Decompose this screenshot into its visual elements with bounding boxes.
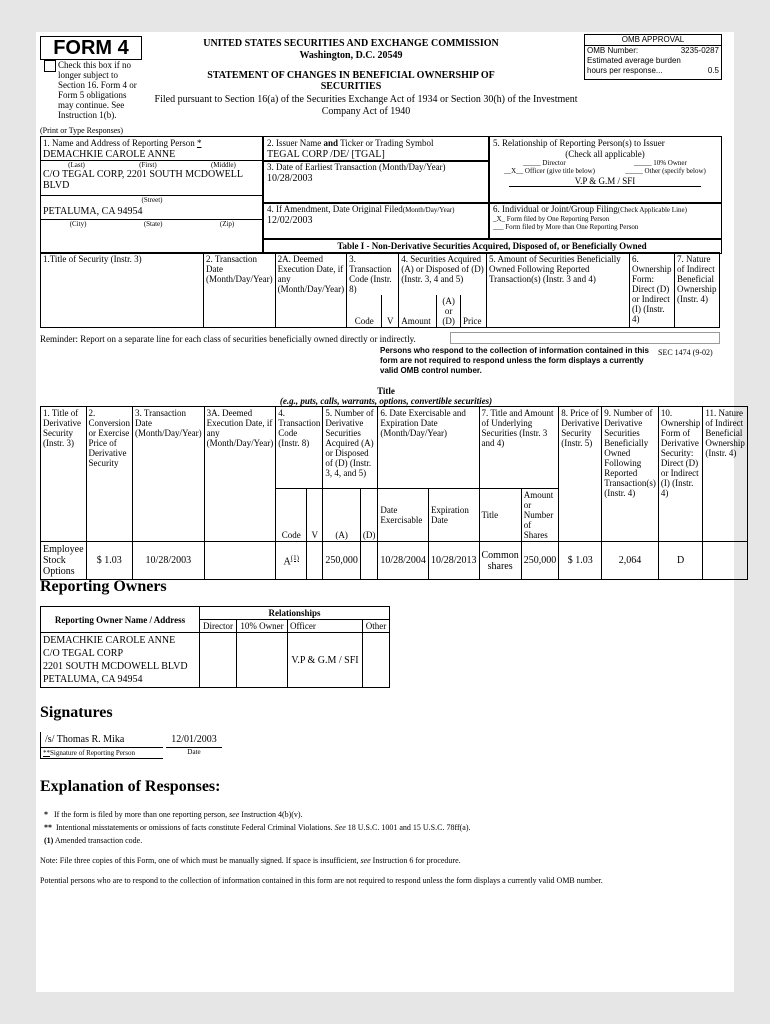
ro-owner-line-2: C/O TEGAL CORP xyxy=(43,648,124,659)
box2-issuer xyxy=(262,136,490,162)
signatures-heading: Signatures xyxy=(40,704,113,721)
ro-owner-line-3: 2201 SOUTH MCDOWELL BLVD xyxy=(43,661,188,672)
agency-city: Washington, D.C. 20549 xyxy=(299,50,403,61)
t1-h4: 4. Securities Acquired (A) or Disposed of (D) (Instr. 3, 4 and 5) xyxy=(399,253,487,296)
relationship-director[interactable]: _____ Director xyxy=(523,159,566,167)
table1-non-derivative xyxy=(40,252,720,328)
t2-d: (D) xyxy=(360,489,378,542)
relationship-ten-pct[interactable]: _____ 10% Owner xyxy=(633,159,687,167)
box1-reporting-person xyxy=(40,136,264,254)
filing-more-persons[interactable]: ___ Form filed by More than One Reporting Person xyxy=(493,223,639,231)
t2-h5: 5. Number of Derivative Securities Acquired (A) or Disposed of (D) (Instr. 3, 4, and 5) xyxy=(323,407,378,489)
t2-row-exp: 10/28/2013 xyxy=(428,542,479,580)
t2-row-form: D xyxy=(658,542,703,580)
issuer-name[interactable]: TEGAL CORP /DE/ [TGAL] xyxy=(267,149,385,160)
t1-h7: 7. Nature of Indirect Beneficial Ownership (Instr. 4) xyxy=(675,253,720,328)
explanation-line1-pre: If the form is filed by more than one reporting person, xyxy=(54,810,230,819)
reporting-person-address[interactable]: C/O TEGAL CORP, 2201 SOUTH MCDOWELL BLVD xyxy=(43,169,243,191)
t2-h8: 8. Price of Derivative Security (Instr. 5) xyxy=(559,407,602,542)
box1-label: 1. Name and Address of Reporting Person xyxy=(43,138,195,148)
print-type: (Print or Type Responses) xyxy=(40,126,124,135)
box3-label: 3. Date of Earliest Transaction (Month/Day/Year) xyxy=(267,162,446,172)
reporting-person-name[interactable]: DEMACHKIE CAROLE ANNE xyxy=(41,149,263,161)
reporting-owners-heading: Reporting Owners xyxy=(40,578,167,595)
amendment-date[interactable]: 12/02/2003 xyxy=(267,215,313,226)
t1-h2a: 2A. Deemed Execution Date, if any (Month/Day/Year) xyxy=(275,253,347,328)
persons-notice: Persons who respond to the collection of information contained in this form are not required to respond unless the form displays a currently valid OMB control number. xyxy=(380,346,649,375)
explanation-line2 xyxy=(44,823,471,832)
t2-title: Title xyxy=(479,489,521,542)
t1-v: V xyxy=(382,295,399,328)
signature-value[interactable]: /s/ Thomas R. Mika xyxy=(41,732,163,748)
table2-subtitle: (e.g., puts, calls, warrants, options, convertible securities) xyxy=(279,396,493,406)
omb-hours-value: 0.5 xyxy=(707,66,719,75)
t2-row-nature xyxy=(703,542,747,580)
box2-label-and: and xyxy=(323,138,338,148)
t2-row-deemed xyxy=(204,542,276,580)
footnote-1 xyxy=(44,836,142,845)
ro-owner-address xyxy=(41,633,200,688)
box4-label: 4. If Amendment, Date Original Filed xyxy=(267,204,403,214)
t2-h3a: 3A. Deemed Execution Date, if any (Month/Day/Year) xyxy=(204,407,276,542)
form-title-box xyxy=(40,36,142,60)
file-copies-note-see: see xyxy=(360,856,371,865)
t1-h1: 1.Title of Security (Instr. 3) xyxy=(41,253,204,328)
t1-h5: 5. Amount of Securities Beneficially Owned Following Reported Transaction(s) (Instr. 3 and 4) xyxy=(487,253,630,328)
reminder: Reminder: Report on a separate line for each class of securities beneficially owned directly or indirectly. xyxy=(40,334,416,344)
t2-amount-shares: Amount or Number of Shares xyxy=(521,489,559,542)
explanation-line1-post: Instruction 4(b)(v). xyxy=(239,810,303,819)
signature-label: Signature of Reporting Person xyxy=(50,749,135,757)
t2-row-owned: 2,064 xyxy=(602,542,659,580)
statement-title: STATEMENT OF CHANGES IN BENEFICIAL OWNERSHIP OF SECURITIES xyxy=(207,70,495,92)
omb-title: OMB APPROVAL xyxy=(585,35,721,46)
omb-number-label: OMB Number: xyxy=(587,46,639,55)
t2-row-code: A xyxy=(283,556,291,568)
signature-date-box xyxy=(166,732,222,758)
explanation-star1: * xyxy=(44,810,48,819)
t2-h10: 10. Ownership Form of Derivative Security: Direct (D) or Indirect (I) (Instr. 4) xyxy=(658,407,703,542)
box1-star: * xyxy=(196,138,202,148)
box3-earliest-date xyxy=(262,160,490,204)
t2-row-conv-price: $ 1.03 xyxy=(86,542,133,580)
t2-h2: 2. Conversion or Exercise Price of Derivative Security xyxy=(86,407,133,542)
table2-derivative xyxy=(40,406,748,580)
omb-number-value: 3235-0287 xyxy=(680,46,719,55)
filed-pursuant: Filed pursuant to Section 16(a) of the Securities Exchange Act of 1934 or Section 30(h) of the Investment Company Act of 1940 xyxy=(154,94,578,117)
t2-h4: 4. Transaction Code (Instr. 8) xyxy=(276,407,323,489)
box5-sub: (Check all applicable) xyxy=(565,149,645,159)
box1-middle: (Middle) xyxy=(210,161,236,169)
table1-title: Table I - Non-Derivative Securities Acquired, Disposed of, or Beneficially Owned xyxy=(262,238,722,254)
box1-street: (Street) xyxy=(41,195,263,204)
t2-row-date-ex: 10/28/2004 xyxy=(378,542,429,580)
t2-exp: Expiration Date xyxy=(428,489,479,542)
t2-row-d xyxy=(360,542,378,580)
box6-filing xyxy=(488,202,722,240)
t1-h2: 2. Transaction Date (Month/Day/Year) xyxy=(204,253,276,328)
t2-row-a: 250,000 xyxy=(323,542,361,580)
signature-date[interactable]: 12/01/2003 xyxy=(166,732,222,748)
t2-row-price: $ 1.03 xyxy=(559,542,602,580)
filing-one-person[interactable]: _X_ Form filed by One Reporting Person xyxy=(493,215,610,223)
ro-relationships: Relationships xyxy=(200,607,390,620)
box4-label-small: (Month/Day/Year) xyxy=(402,206,455,214)
box1-last: (Last) xyxy=(68,161,85,169)
ro-officer: Officer xyxy=(288,620,363,633)
reporting-person-city[interactable]: PETALUMA, CA 94954 xyxy=(41,204,263,220)
box2-label-post: Ticker or Trading Symbol xyxy=(338,138,434,148)
explanation-line2-pre: Intentional misstatements or omissions of facts constitute Federal Criminal Violations. xyxy=(56,823,335,832)
signature-box xyxy=(40,732,163,759)
ro-director: Director xyxy=(200,620,237,633)
ro-other: Other xyxy=(363,620,390,633)
t2-row-amount: 250,000 xyxy=(521,542,559,580)
ro-col-name: Reporting Owner Name / Address xyxy=(41,607,200,633)
t2-a: (A) xyxy=(323,489,361,542)
box1-first: (First) xyxy=(139,161,157,169)
file-copies-note xyxy=(40,856,461,865)
agency-name: UNITED STATES SECURITIES AND EXCHANGE COMMISSION xyxy=(203,38,499,49)
t2-row-code-note[interactable]: (1) xyxy=(290,553,299,562)
section16-checkbox-text: Check this box if no longer subject to Section 16. Form 4 or Form 5 obligations may continue. See Instruction 1(b). xyxy=(58,60,137,120)
t2-h11: 11. Nature of Indirect Beneficial Ownership (Instr. 4) xyxy=(703,407,747,542)
t1-code: Code xyxy=(347,295,382,328)
t2-h6: 6. Date Exercisable and Expiration Date (Month/Day/Year) xyxy=(378,407,479,489)
t2-row-v xyxy=(307,542,323,580)
officer-title[interactable]: V.P & G.M / SFI xyxy=(509,176,701,187)
file-copies-note-pre: Note: File three copies of this Form, one of which must be manually signed. If space is insufficient, xyxy=(40,856,361,865)
t2-h3: 3. Transaction Date (Month/Day/Year) xyxy=(133,407,205,542)
table2-title: Title xyxy=(377,386,395,396)
t2-h1: 1. Title of Derivative Security (Instr. 3) xyxy=(41,407,87,542)
ro-officer-value: V.P & G.M / SFI xyxy=(288,633,363,688)
omb-hours-label: hours per response... xyxy=(587,66,663,75)
form-title: FORM 4 xyxy=(53,37,129,59)
box6-label-small: (Check Applicable Line) xyxy=(617,206,687,214)
box1-city: (City) xyxy=(69,220,87,228)
t1-price: Price xyxy=(461,295,487,328)
signature-date-label: Date xyxy=(187,748,201,756)
section16-checkbox[interactable] xyxy=(44,60,56,72)
box5-relationship xyxy=(488,136,722,204)
table-row xyxy=(41,542,748,580)
t2-h9: 9. Number of Derivative Securities Beneficially Owned Following Reported Transaction(s) (Instr. 4) xyxy=(602,407,659,542)
file-copies-note-post: Instruction 6 for procedure. xyxy=(370,856,461,865)
ro-ten-pct: 10% Owner xyxy=(237,620,288,633)
relationship-officer[interactable]: __X__ Officer (give title below) xyxy=(504,167,595,175)
explanation-line1 xyxy=(44,810,303,819)
earliest-transaction-date[interactable]: 10/28/2003 xyxy=(267,173,313,184)
ro-owner-line-1: DEMACHKIE CAROLE ANNE xyxy=(43,635,176,646)
t1-amount: Amount xyxy=(399,295,437,328)
table-row xyxy=(41,633,390,688)
reminder-box xyxy=(450,332,720,344)
potential-persons-note: Potential persons who are to respond to the collection of information contained in this form are not required to respond unless the form displays a currently valid OMB number. xyxy=(40,876,603,885)
t1-h6: 6. Ownership Form: Direct (D) or Indirect (I) (Instr. 4) xyxy=(630,253,675,328)
explanation-line2-post: 18 U.S.C. 1001 and 15 U.S.C. 78ff(a). xyxy=(345,823,471,832)
reporting-owners-table xyxy=(40,606,390,688)
box4-amendment xyxy=(262,202,490,240)
box2-label-pre: 2. Issuer Name xyxy=(267,138,324,148)
relationship-other[interactable]: _____ Other (specify below) xyxy=(625,167,706,175)
t2-row-title: Common shares xyxy=(479,542,521,580)
t2-v: V xyxy=(307,489,323,542)
sec-code: SEC 1474 (9-02) xyxy=(658,348,713,357)
ro-owner-line-4: PETALUMA, CA 94954 xyxy=(43,674,143,685)
t2-code: Code xyxy=(276,489,307,542)
section16-checkbox-row xyxy=(44,60,144,120)
explanation-line1-see: see xyxy=(229,810,240,819)
t1-h3: 3. Transaction Code (Instr. 8) xyxy=(347,253,399,296)
t2-row-security: Employee Stock Options xyxy=(41,542,87,580)
explanation-line2-see: See xyxy=(334,823,346,832)
t1-aord: (A) or (D) xyxy=(437,295,461,328)
signature-label-star: ** xyxy=(43,749,50,757)
box5-label: 5. Relationship of Reporting Person(s) to Issuer xyxy=(493,138,665,148)
omb-approval-box xyxy=(584,34,722,80)
omb-burden-label: Estimated average burden xyxy=(587,56,681,65)
footnote-1-text: Amended transaction code. xyxy=(54,836,143,845)
t2-row-trans-date: 10/28/2003 xyxy=(133,542,205,580)
t2-h7: 7. Title and Amount of Underlying Securities (Instr. 3 and 4) xyxy=(479,407,559,489)
form-page xyxy=(36,32,745,992)
t2-date-ex: Date Exercisable xyxy=(378,489,429,542)
explanation-star2: ** xyxy=(44,823,52,832)
box1-state: (State) xyxy=(143,220,163,228)
explanation-heading: Explanation of Responses: xyxy=(40,778,221,795)
footnote-1-label: (1) xyxy=(44,836,54,845)
box1-zip: (Zip) xyxy=(219,220,235,228)
box6-label: 6. Individual or Joint/Group Filing xyxy=(493,204,618,214)
